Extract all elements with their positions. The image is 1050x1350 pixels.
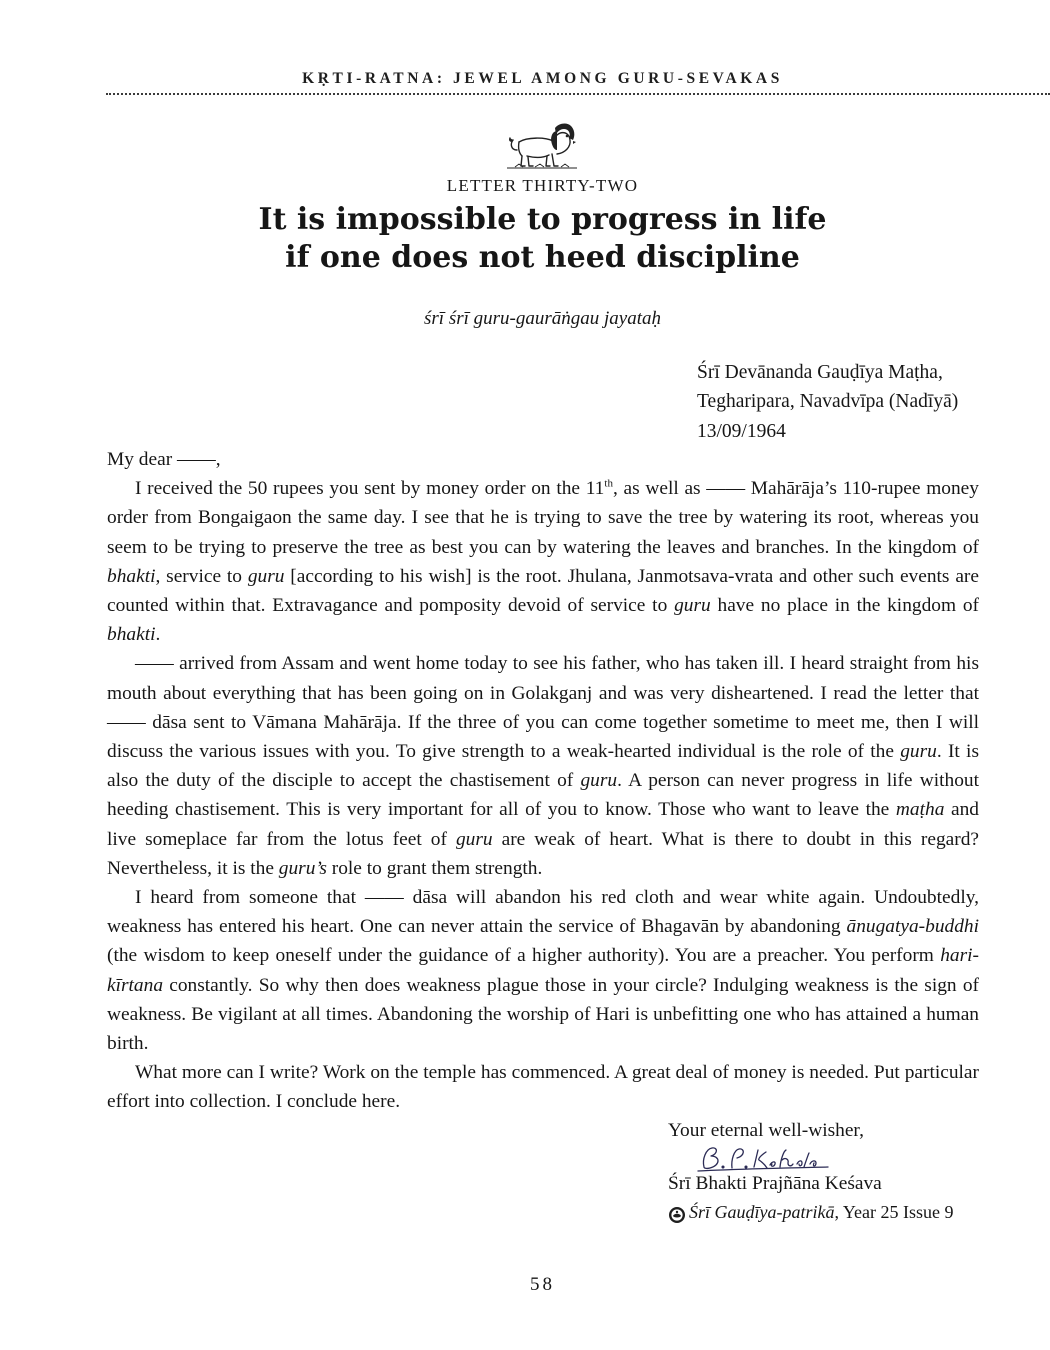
citation-source: Śrī Gauḍīya-patrikā <box>689 1202 835 1223</box>
p1-italic-1: bhakti <box>107 565 156 587</box>
p3-text-b: (the wisdom to keep oneself under the guidance of a higher authority). You are a preacher. You perform <box>107 945 941 967</box>
p1-italic-4: bhakti <box>107 624 156 646</box>
paragraph-4: What more can I write? Work on the temple has commenced. A great deal of money is needed. Put particular effort into collection. I conclude here. <box>107 1062 979 1113</box>
signatory-name: Śrī Bhakti Prajñāna Keśava <box>668 1173 882 1195</box>
paragraph-3 <box>107 883 979 1058</box>
salutation: My dear ——, <box>107 449 221 470</box>
letter-date: 13/09/1964 <box>697 420 786 442</box>
p3-text-a: I heard from someone that —— dāsa will abandon his red cloth and wear white again. Undoubtedly, weakness has entered his heart. One can never attain the service of Bhagavān by abandoning <box>107 887 979 938</box>
address-line-1: Śrī Devānanda Gauḍīya Maṭha, <box>697 362 943 383</box>
p2-text-b: . It is also the duty of the disciple to accept the chastisement of <box>107 741 979 792</box>
p2-text-c: . A person can never progress in life without heeding chastisement. This is very important for all of you to know. Those who want to leave the <box>107 770 979 821</box>
p1-italic-3: guru <box>674 595 711 617</box>
p1-text-e: have no place in the kingdom of <box>710 595 979 617</box>
letter-body <box>107 445 979 1117</box>
p3-italic-1: ānugatya-buddhi <box>846 916 979 938</box>
letter-title <box>0 201 1050 277</box>
address-line-2: Tegharipara, Navadvīpa (Nadīyā) <box>697 391 959 413</box>
p2-text-e: are weak of heart. What is there to doubt in this regard? Nevertheless, it is the <box>107 828 980 879</box>
p2-italic-5: guru’s <box>278 857 327 879</box>
title-line-2: if one does not heed discipline <box>285 240 800 275</box>
running-head: KṚTI-RATNA: JEWEL AMONG GURU-SEVAKAS <box>302 70 783 87</box>
citation <box>668 1198 954 1227</box>
p1-text-a: I received the 50 rupees you sent by money order on the 11 <box>135 478 605 500</box>
p1-ordinal: th <box>604 477 613 490</box>
dotted-rule <box>106 93 1050 95</box>
p1-text-f: . <box>155 624 161 646</box>
p2-text-f: role to grant them strength. <box>326 857 543 879</box>
p2-text-a: —— arrived from Assam and went home today to see his father, who has taken ill. I heard straight from his mouth about everything that has been going on in Golakganj and was very disheartened. I read the letter that —— dāsa sent to Vāmana Mahārāja. If the three of you can come together sometime to meet me, then I will discuss the various issues with you. To give strength to a weak-hearted individual is the role of the <box>107 653 979 763</box>
invocation: śrī śrī guru-gaurāṅgau jayataḥ <box>424 308 661 329</box>
p2-italic-4: guru <box>455 828 493 850</box>
p2-italic-3: maṭha <box>895 799 945 821</box>
lion-icon <box>507 120 577 170</box>
p1-italic-2: guru <box>247 565 285 587</box>
p1-text-d: [according to his wish] is the root. Jhulana, Janmotsava-vrata and other such events are counted within that. Extravagance and pomposity devoid of service to <box>107 565 979 617</box>
letter-closing <box>668 1116 954 1228</box>
p2-text-d: and live someplace far from the lotus feet of <box>107 799 979 850</box>
letter-number: LETTER THIRTY-TWO <box>446 176 639 195</box>
page-number: 58 <box>530 1274 555 1295</box>
p3-italic-2: hari-kīrtana <box>107 945 979 996</box>
valediction: Your eternal well-wisher, <box>668 1120 864 1141</box>
paragraph-1 <box>107 474 979 649</box>
title-line-1: It is impossible to progress in life <box>258 202 827 237</box>
p2-italic-2: guru <box>580 770 618 792</box>
p2-italic-1: guru <box>900 741 937 763</box>
seal-icon <box>668 1204 686 1222</box>
p1-text-b: , as well as —— Mahārāja’s 110-rupee money order from Bongaigaon the same day. I see that he is trying to save the tree by watering its root, whereas you seem to be trying to preserve the tree as best you can by watering the leaves and branches. In the kingdom of <box>107 478 979 558</box>
paragraph-2 <box>107 649 979 883</box>
citation-issue: , Year 25 Issue 9 <box>834 1202 954 1223</box>
sender-address <box>697 358 958 446</box>
p3-text-c: constantly. So why then does weakness plague those in your circle? Indulging weakness is the sign of weakness. Be vigilant at all times. Abandoning the worship of Hari is unbefitting one who has attained a human birth. <box>107 974 979 1055</box>
p1-text-c: , service to <box>155 565 248 587</box>
